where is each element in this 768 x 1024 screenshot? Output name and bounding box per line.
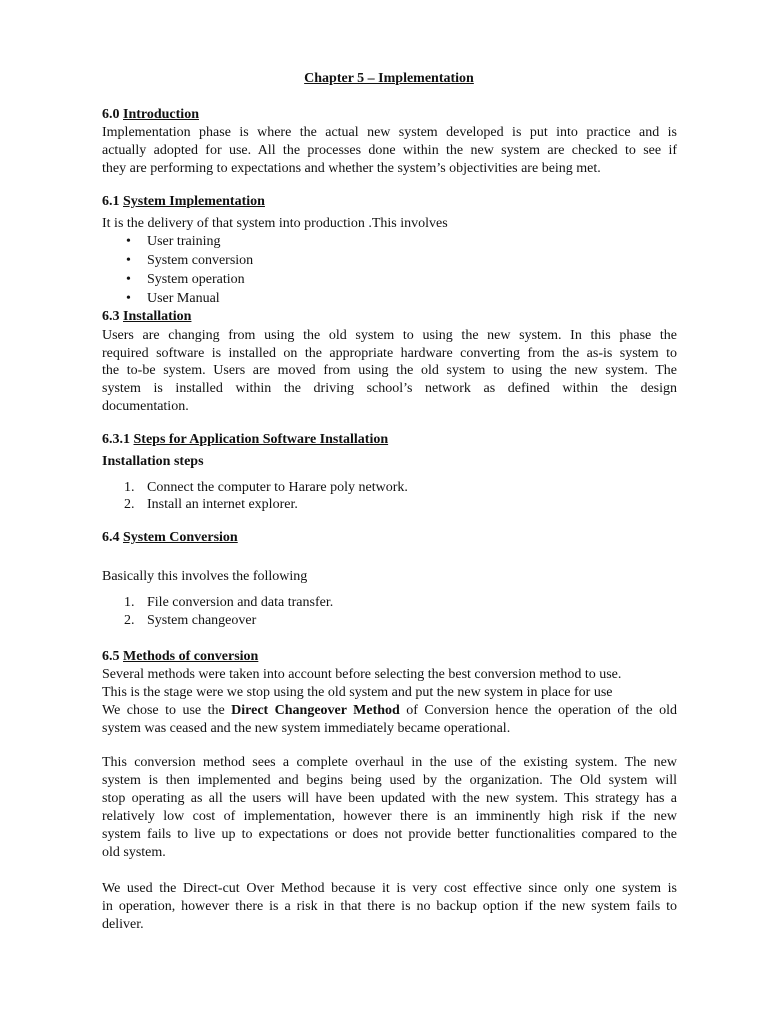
paragraph-line: old system. — [102, 845, 166, 860]
section-number: 6.0 — [102, 107, 120, 122]
paragraph-line: Users are changing from using the old system to using the new system. In this phase the — [102, 328, 677, 343]
item-number: 1. — [124, 480, 135, 495]
text-run: We chose to use the — [102, 703, 232, 718]
text-run: of Conversion hence the operation of the old — [399, 703, 677, 718]
paragraph-line: documentation. — [102, 399, 189, 414]
section-heading-6-3 — [102, 308, 191, 326]
section-number: 6.5 — [102, 649, 120, 664]
paragraph-line: deliver. — [102, 917, 144, 932]
section-number: 6.4 — [102, 530, 120, 545]
paragraph-line: Several methods were taken into account before selecting the best conversion method to use. — [102, 667, 622, 682]
paragraph-line: Implementation phase is where the actual new system developed is put into practice and is — [102, 125, 677, 140]
item-number: 2. — [124, 613, 135, 628]
item-number: 1. — [124, 595, 135, 610]
paragraph-line: This conversion method sees a complete overhaul in the use of the existing system. The new — [102, 755, 677, 770]
item-number: 2. — [124, 497, 135, 512]
paragraph-line: system fails to live up to expectations or does not provide better functionalities compared to the — [102, 827, 677, 842]
paragraph-line: It is the delivery of that system into production .This involves — [102, 216, 448, 231]
bullet-text: System operation — [147, 272, 245, 287]
bullet-text: User training — [147, 234, 221, 249]
section-heading-6-3-1 — [102, 431, 388, 449]
section-heading-6-0 — [102, 106, 199, 124]
paragraph-line: system is installed within the driving school’s network as defined within the design — [102, 381, 677, 396]
section-heading-6-1 — [102, 193, 265, 211]
section-heading-6-4 — [102, 529, 238, 547]
emphasis-text: Direct Changeover Method — [231, 703, 400, 718]
paragraph-line: the to-be system. Users are moved from using the old system to using the new system. The — [102, 363, 677, 378]
item-text: System changeover — [147, 613, 257, 628]
item-text: Install an internet explorer. — [147, 497, 298, 512]
item-text: File conversion and data transfer. — [147, 595, 334, 610]
paragraph-line: system is then implemented and begins being used by the organization. The Old system will — [102, 773, 677, 788]
paragraph-line — [102, 702, 677, 720]
paragraph-line: relatively low cost of implementation, however there is an imminently high risk if the new — [102, 809, 677, 824]
paragraph-line: This is the stage were we stop using the old system and put the new system in place for use — [102, 685, 613, 700]
section-title: Installation — [123, 309, 192, 324]
item-text: Connect the computer to Harare poly network. — [147, 480, 408, 495]
section-number: 6.1 — [102, 194, 120, 209]
section-title: System Conversion — [123, 530, 238, 545]
section-number: 6.3 — [102, 309, 120, 324]
subheading: Installation steps — [102, 454, 204, 469]
section-title: Steps for Application Software Installation — [133, 432, 389, 447]
paragraph-line: Basically this involves the following — [102, 569, 308, 584]
paragraph-line: actually adopted for use. All the processes done within the new system are checked to see if — [102, 143, 677, 158]
section-title: Introduction — [123, 107, 199, 122]
page-title: Chapter 5 – Implementation — [304, 71, 474, 86]
paragraph-line: system was ceased and the new system immediately became operational. — [102, 721, 511, 736]
bullet-text: System conversion — [147, 253, 254, 268]
paragraph-line: We used the Direct-cut Over Method because it is very cost effective since only one system is — [102, 881, 677, 896]
paragraph-line: stop operating as all the users will have been updated with the new system. This strategy has a — [102, 791, 677, 806]
section-title: Methods of conversion — [123, 649, 259, 664]
section-heading-6-5 — [102, 648, 258, 666]
bullet-text: User Manual — [147, 291, 220, 306]
paragraph-line: in operation, however there is a risk in that there is no backup option if the new system fails to — [102, 899, 677, 914]
paragraph-line: they are performing to expectations and whether the system’s objectivities are being met. — [102, 161, 601, 176]
paragraph-line: required software is installed on the appropriate hardware converting from the as-is system to — [102, 346, 677, 361]
section-number: 6.3.1 — [102, 432, 130, 447]
section-title: System Implementation — [123, 194, 265, 209]
